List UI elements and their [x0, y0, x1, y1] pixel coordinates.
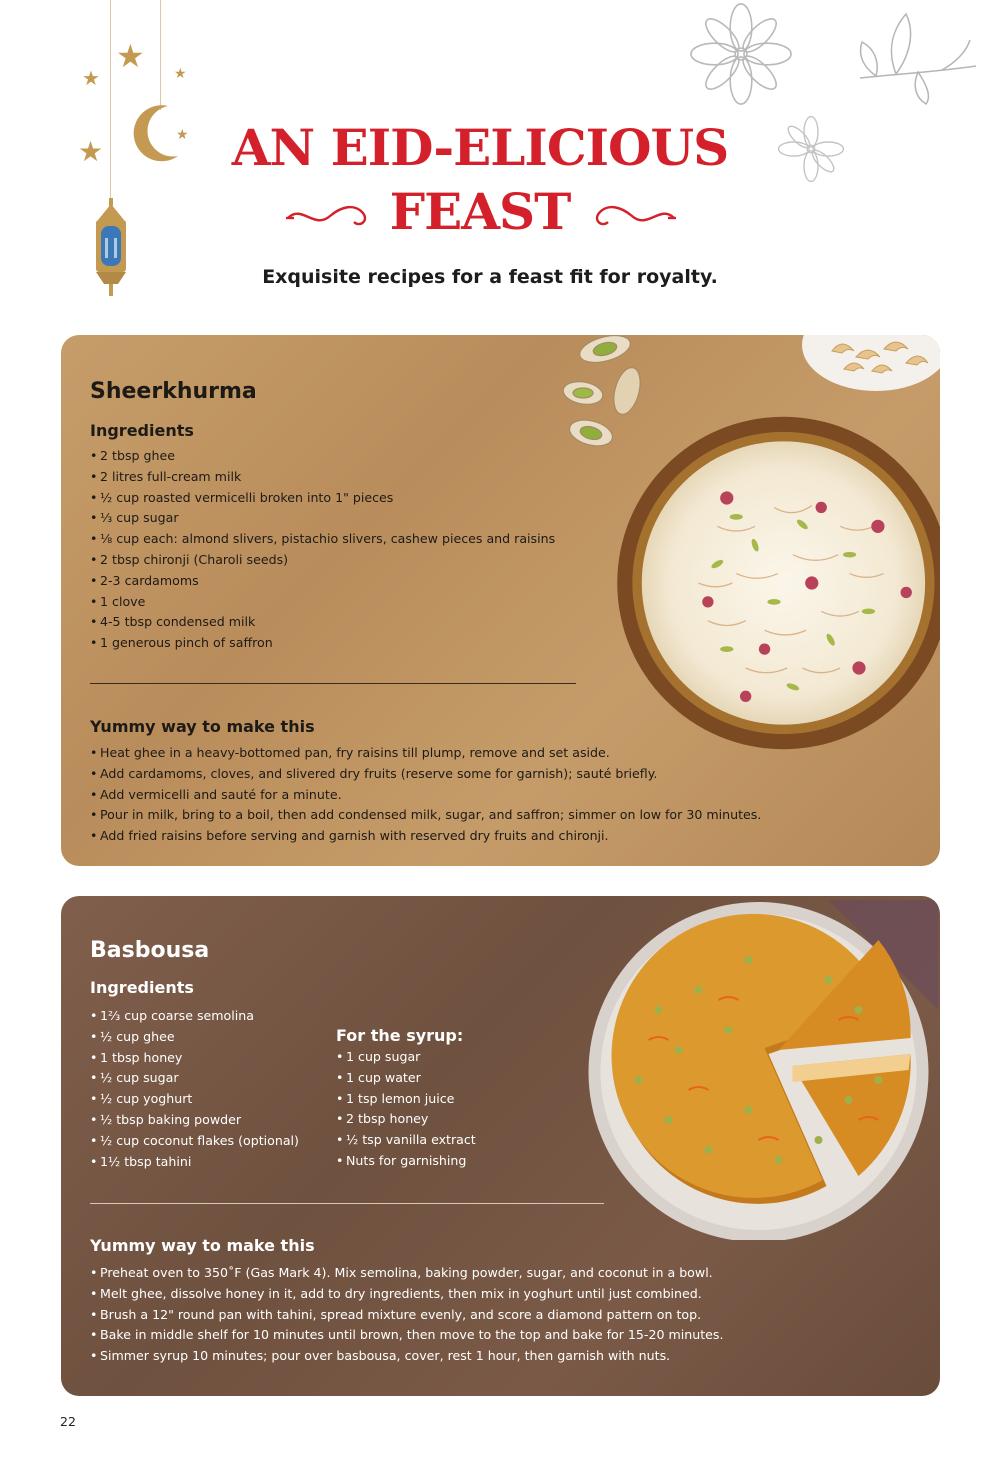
- list-item: • 2 tbsp honey: [336, 1109, 476, 1130]
- flourish-icon: [586, 196, 678, 236]
- list-item: • 1 cup sugar: [336, 1047, 476, 1068]
- list-item: • Nuts for garnishing: [336, 1151, 476, 1172]
- list-item: • Bake in middle shelf for 10 minutes until brown, then move to the top and bake for 15-20 minutes.: [90, 1325, 723, 1346]
- list-item: • ½ cup yoghurt: [90, 1089, 299, 1110]
- list-item: • ½ cup sugar: [90, 1068, 299, 1089]
- list-item: • ½ cup roasted vermicelli broken into 1" pieces: [90, 488, 555, 509]
- list-item: • 1 clove: [90, 592, 555, 613]
- list-item: • 1 tbsp honey: [90, 1048, 299, 1069]
- list-item: • Add fried raisins before serving and garnish with reserved dry fruits and chironji.: [90, 826, 761, 847]
- ingredients-list: [90, 1006, 299, 1172]
- ingredients-heading: Ingredients: [90, 978, 194, 997]
- leaf-branch-icon: [856, 8, 978, 106]
- list-item: • 2 tbsp ghee: [90, 446, 555, 467]
- list-item: • ½ cup coconut flakes (optional): [90, 1131, 299, 1152]
- list-item: • ½ tsp vanilla extract: [336, 1130, 476, 1151]
- list-item: • ⅛ cup each: almond slivers, pistachio slivers, cashew pieces and raisins: [90, 529, 555, 550]
- recipe-title: Basbousa: [90, 938, 210, 963]
- list-item: • 1 tsp lemon juice: [336, 1089, 476, 1110]
- list-item: • Brush a 12" round pan with tahini, spread mixture evenly, and score a diamond pattern on top.: [90, 1305, 723, 1326]
- list-item: • Simmer syrup 10 minutes; pour over basbousa, cover, rest 1 hour, then garnish with nuts.: [90, 1346, 723, 1367]
- list-item: • 1½ tbsp tahini: [90, 1152, 299, 1173]
- list-item: • 2 litres full-cream milk: [90, 467, 555, 488]
- recipe-card-basbousa: [61, 896, 940, 1396]
- list-item: • ⅓ cup sugar: [90, 508, 555, 529]
- page-subtitle: Exquisite recipes for a feast fit for royalty.: [262, 266, 718, 288]
- ingredients-list: [90, 446, 555, 654]
- method-list: [90, 1263, 723, 1367]
- list-item: • Pour in milk, bring to a boil, then add condensed milk, sugar, and saffron; simmer on low for 30 minutes.: [90, 805, 761, 826]
- list-item: • 2-3 cardamoms: [90, 571, 555, 592]
- list-item: • 1⅔ cup coarse semolina: [90, 1006, 299, 1027]
- list-item: • Add cardamoms, cloves, and slivered dry fruits (reserve some for garnish); sauté briefly.: [90, 764, 761, 785]
- list-item: • Heat ghee in a heavy-bottomed pan, fry raisins till plump, remove and set aside.: [90, 743, 761, 764]
- recipe-card-sheerkhurma: [61, 335, 940, 866]
- list-item: • Melt ghee, dissolve honey in it, add to dry ingredients, then mix in yoghurt until just combined.: [90, 1284, 723, 1305]
- star-icon: ★: [174, 66, 187, 82]
- page-title-line-2: FEAST: [389, 182, 571, 241]
- section-divider: [90, 683, 576, 684]
- syrup-heading: For the syrup:: [336, 1026, 464, 1045]
- sheerkhurma-dish-image: [594, 413, 940, 753]
- star-icon: ★: [116, 37, 145, 75]
- list-item: • 1 generous pinch of saffron: [90, 633, 555, 654]
- hanging-string: [160, 0, 161, 110]
- cashew-bowl-image: [796, 335, 940, 395]
- list-item: • Add vermicelli and sauté for a minute.: [90, 785, 761, 806]
- method-list: [90, 743, 761, 847]
- recipe-title: Sheerkhurma: [90, 379, 257, 404]
- star-icon: ★: [78, 135, 104, 168]
- page-number: 22: [60, 1414, 76, 1429]
- list-item: • 4-5 tbsp condensed milk: [90, 612, 555, 633]
- ingredients-heading: Ingredients: [90, 421, 194, 440]
- page-title-line-1: AN EID-ELICIOUS: [231, 118, 729, 177]
- method-heading: Yummy way to make this: [90, 717, 315, 736]
- list-item: • ½ cup ghee: [90, 1027, 299, 1048]
- list-item: • ½ tbsp baking powder: [90, 1110, 299, 1131]
- list-item: • 1 cup water: [336, 1068, 476, 1089]
- star-anise-icon: [686, 0, 796, 108]
- syrup-list: [336, 1047, 476, 1172]
- method-heading: Yummy way to make this: [90, 1236, 315, 1255]
- star-icon: ★: [176, 127, 189, 143]
- section-divider: [90, 1203, 604, 1204]
- basbousa-cake-image: [577, 900, 940, 1240]
- list-item: • 2 tbsp chironji (Charoli seeds): [90, 550, 555, 571]
- star-icon: ★: [82, 66, 100, 90]
- list-item: • Preheat oven to 350˚F (Gas Mark 4). Mix semolina, baking powder, sugar, and coconut in a bowl.: [90, 1263, 723, 1284]
